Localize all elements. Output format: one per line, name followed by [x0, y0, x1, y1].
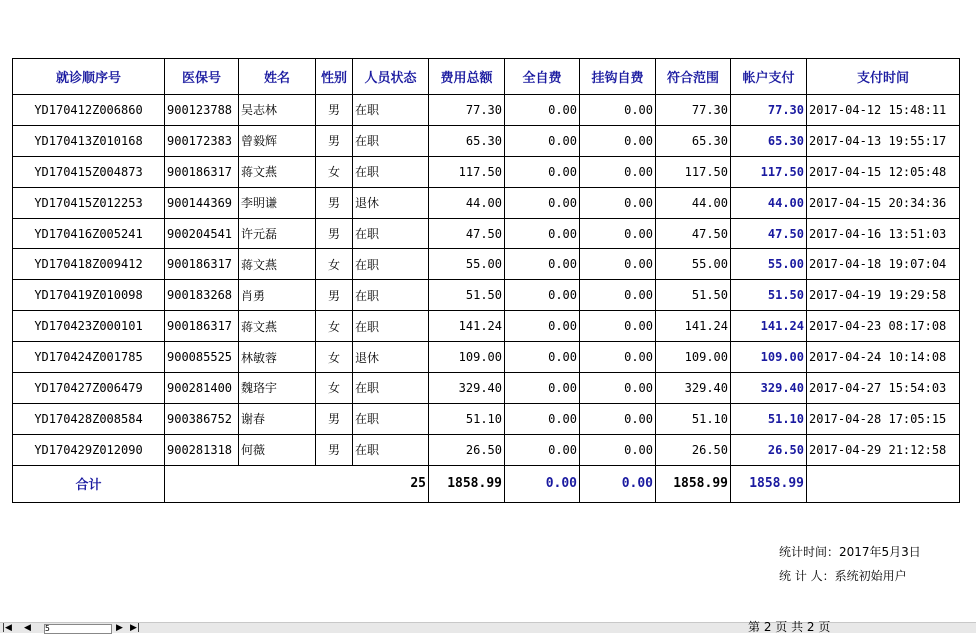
table-body: [13, 95, 960, 466]
stat-time: 统计时间：2017年5月3日: [779, 545, 921, 559]
table-cell: 在职: [353, 95, 429, 126]
table-cell: 0.00: [580, 311, 656, 342]
table-cell: 2017-04-23 08:17:08: [807, 311, 960, 342]
table-cell: 0.00: [505, 434, 580, 465]
table-cell: YD170419Z010098: [13, 280, 165, 311]
total-fee: 1858.99: [429, 465, 505, 502]
table-cell: 谢春: [239, 403, 316, 434]
total-empty: [807, 465, 960, 502]
table-row: [13, 373, 960, 404]
table-row: [13, 187, 960, 218]
column-header: 医保号: [165, 59, 239, 95]
table-cell: 林敏蓉: [239, 342, 316, 373]
table-cell: 女: [316, 156, 353, 187]
table-cell: 117.50: [429, 156, 505, 187]
table-cell: 44.00: [731, 187, 807, 218]
table-cell: 肖勇: [239, 280, 316, 311]
table-cell: 男: [316, 218, 353, 249]
table-row: [13, 311, 960, 342]
table-cell: 900186317: [165, 156, 239, 187]
table-cell: 在职: [353, 280, 429, 311]
column-header: 费用总额: [429, 59, 505, 95]
table-cell: 2017-04-13 19:55:17: [807, 125, 960, 156]
column-header: 帐户支付: [731, 59, 807, 95]
table-cell: 0.00: [580, 218, 656, 249]
table-cell: 在职: [353, 125, 429, 156]
table-cell: 900386752: [165, 403, 239, 434]
table-cell: 女: [316, 249, 353, 280]
table-cell: 44.00: [656, 187, 731, 218]
table-cell: 许元磊: [239, 218, 316, 249]
table-row: [13, 342, 960, 373]
page-info: 第 2 页 共 2 页: [748, 620, 831, 634]
table-cell: 蒋文燕: [239, 156, 316, 187]
table-cell: 51.10: [656, 403, 731, 434]
table-cell: 曾毅辉: [239, 125, 316, 156]
table-cell: 女: [316, 311, 353, 342]
table-row: [13, 249, 960, 280]
table-cell: 2017-04-12 15:48:11: [807, 95, 960, 126]
table-cell: 141.24: [731, 311, 807, 342]
table-cell: 65.30: [731, 125, 807, 156]
table-cell: 117.50: [656, 156, 731, 187]
table-cell: 900204541: [165, 218, 239, 249]
last-page-icon[interactable]: ▶|: [130, 623, 140, 633]
table-cell: 2017-04-19 19:29:58: [807, 280, 960, 311]
table-cell: 0.00: [505, 403, 580, 434]
column-header: 挂钩自费: [580, 59, 656, 95]
table-cell: 47.50: [656, 218, 731, 249]
table-cell: 55.00: [429, 249, 505, 280]
table-cell: 0.00: [580, 403, 656, 434]
table-cell: 900172383: [165, 125, 239, 156]
table-cell: 2017-04-15 20:34:36: [807, 187, 960, 218]
table-cell: 329.40: [731, 373, 807, 404]
table-cell: YD170429Z012090: [13, 434, 165, 465]
table-cell: 在职: [353, 249, 429, 280]
table-cell: 900186317: [165, 311, 239, 342]
table-cell: 117.50: [731, 156, 807, 187]
table-cell: 51.10: [731, 403, 807, 434]
table-cell: 51.10: [429, 403, 505, 434]
table-cell: 男: [316, 125, 353, 156]
table-cell: 0.00: [505, 373, 580, 404]
table-row: [13, 156, 960, 187]
table-cell: 0.00: [505, 249, 580, 280]
total-in-scope: 1858.99: [656, 465, 731, 502]
table-cell: 退休: [353, 342, 429, 373]
table-cell: 2017-04-18 19:07:04: [807, 249, 960, 280]
table-cell: 0.00: [580, 95, 656, 126]
table-cell: 0.00: [580, 434, 656, 465]
table-cell: 男: [316, 187, 353, 218]
column-header: 就诊顺序号: [13, 59, 165, 95]
table-cell: 0.00: [505, 311, 580, 342]
table-cell: 何薇: [239, 434, 316, 465]
table-cell: 2017-04-15 12:05:48: [807, 156, 960, 187]
table-cell: 47.50: [731, 218, 807, 249]
table-cell: 900281318: [165, 434, 239, 465]
table-cell: 141.24: [656, 311, 731, 342]
table-cell: 77.30: [429, 95, 505, 126]
table-cell: 男: [316, 434, 353, 465]
table-cell: 0.00: [505, 187, 580, 218]
stat-person: 统 计 人：系统初始用户: [779, 569, 907, 583]
table-cell: 44.00: [429, 187, 505, 218]
table-cell: 在职: [353, 218, 429, 249]
table-cell: 0.00: [505, 342, 580, 373]
header-row: [13, 59, 960, 95]
table-cell: 77.30: [731, 95, 807, 126]
table-cell: 26.50: [429, 434, 505, 465]
table-cell: 魏珞宇: [239, 373, 316, 404]
table-cell: 26.50: [731, 434, 807, 465]
table-cell: YD170415Z004873: [13, 156, 165, 187]
column-header: 人员状态: [353, 59, 429, 95]
table-cell: 0.00: [580, 249, 656, 280]
table-cell: 900186317: [165, 249, 239, 280]
table-cell: 0.00: [580, 156, 656, 187]
column-header: 性别: [316, 59, 353, 95]
table-row: [13, 95, 960, 126]
table-cell: 141.24: [429, 311, 505, 342]
table-cell: 900144369: [165, 187, 239, 218]
table-cell: 0.00: [580, 280, 656, 311]
table-cell: 77.30: [656, 95, 731, 126]
table-row: [13, 218, 960, 249]
total-self-pay: 0.00: [505, 465, 580, 502]
column-header: 符合范围: [656, 59, 731, 95]
table-cell: 男: [316, 403, 353, 434]
table-cell: 蒋文燕: [239, 311, 316, 342]
table-row: [13, 403, 960, 434]
table-cell: 900123788: [165, 95, 239, 126]
table-cell: 51.50: [656, 280, 731, 311]
column-header: 姓名: [239, 59, 316, 95]
total-linked-self-pay: 0.00: [580, 465, 656, 502]
table-cell: 51.50: [731, 280, 807, 311]
table-cell: 0.00: [505, 280, 580, 311]
table-cell: 109.00: [656, 342, 731, 373]
total-row: [13, 465, 960, 502]
table-cell: 900281400: [165, 373, 239, 404]
table-cell: 329.40: [656, 373, 731, 404]
table-cell: 109.00: [731, 342, 807, 373]
table-cell: YD170428Z008584: [13, 403, 165, 434]
first-page-icon[interactable]: |◀: [2, 623, 12, 633]
table-cell: 吴志林: [239, 95, 316, 126]
table-cell: 65.30: [429, 125, 505, 156]
table-cell: 0.00: [580, 373, 656, 404]
table-cell: YD170423Z000101: [13, 311, 165, 342]
next-page-icon[interactable]: ▶: [116, 623, 123, 633]
table-cell: 26.50: [656, 434, 731, 465]
table-cell: 0.00: [580, 342, 656, 373]
table-cell: 女: [316, 342, 353, 373]
table-cell: YD170415Z012253: [13, 187, 165, 218]
table-cell: 2017-04-29 21:12:58: [807, 434, 960, 465]
table-cell: 0.00: [505, 156, 580, 187]
table-cell: YD170418Z009412: [13, 249, 165, 280]
table-row: [13, 125, 960, 156]
report-table: [12, 58, 960, 503]
column-header: 支付时间: [807, 59, 960, 95]
table-cell: 55.00: [656, 249, 731, 280]
table-cell: 0.00: [505, 125, 580, 156]
table-cell: 0.00: [505, 218, 580, 249]
table-cell: 329.40: [429, 373, 505, 404]
table-cell: 女: [316, 373, 353, 404]
table-cell: 在职: [353, 373, 429, 404]
table-cell: 2017-04-24 10:14:08: [807, 342, 960, 373]
table-cell: 在职: [353, 156, 429, 187]
table-cell: 在职: [353, 403, 429, 434]
table-cell: 2017-04-16 13:51:03: [807, 218, 960, 249]
table-cell: 男: [316, 280, 353, 311]
table-cell: 2017-04-28 17:05:15: [807, 403, 960, 434]
table-row: [13, 280, 960, 311]
prev-page-icon[interactable]: ◀: [24, 623, 31, 633]
total-account-pay: 1858.99: [731, 465, 807, 502]
table-row: [13, 434, 960, 465]
table-cell: YD170424Z001785: [13, 342, 165, 373]
table-cell: YD170413Z010168: [13, 125, 165, 156]
table-cell: 47.50: [429, 218, 505, 249]
page-number-input[interactable]: 5: [44, 624, 112, 634]
column-header: 全自费: [505, 59, 580, 95]
table-cell: 0.00: [580, 125, 656, 156]
table-cell: 55.00: [731, 249, 807, 280]
table-cell: 在职: [353, 311, 429, 342]
table-cell: 51.50: [429, 280, 505, 311]
total-count: 25: [165, 465, 429, 502]
table-cell: YD170416Z005241: [13, 218, 165, 249]
table-cell: 109.00: [429, 342, 505, 373]
table-cell: 在职: [353, 434, 429, 465]
table-cell: 65.30: [656, 125, 731, 156]
table-cell: 900183268: [165, 280, 239, 311]
table-cell: 0.00: [505, 95, 580, 126]
table-cell: 2017-04-27 15:54:03: [807, 373, 960, 404]
table-cell: YD170412Z006860: [13, 95, 165, 126]
table-cell: YD170427Z006479: [13, 373, 165, 404]
table-cell: 李明谦: [239, 187, 316, 218]
total-label: 合计: [13, 465, 165, 502]
table-cell: 900085525: [165, 342, 239, 373]
table-cell: 蒋文燕: [239, 249, 316, 280]
table-cell: 0.00: [580, 187, 656, 218]
table-cell: 男: [316, 95, 353, 126]
table-cell: 退休: [353, 187, 429, 218]
